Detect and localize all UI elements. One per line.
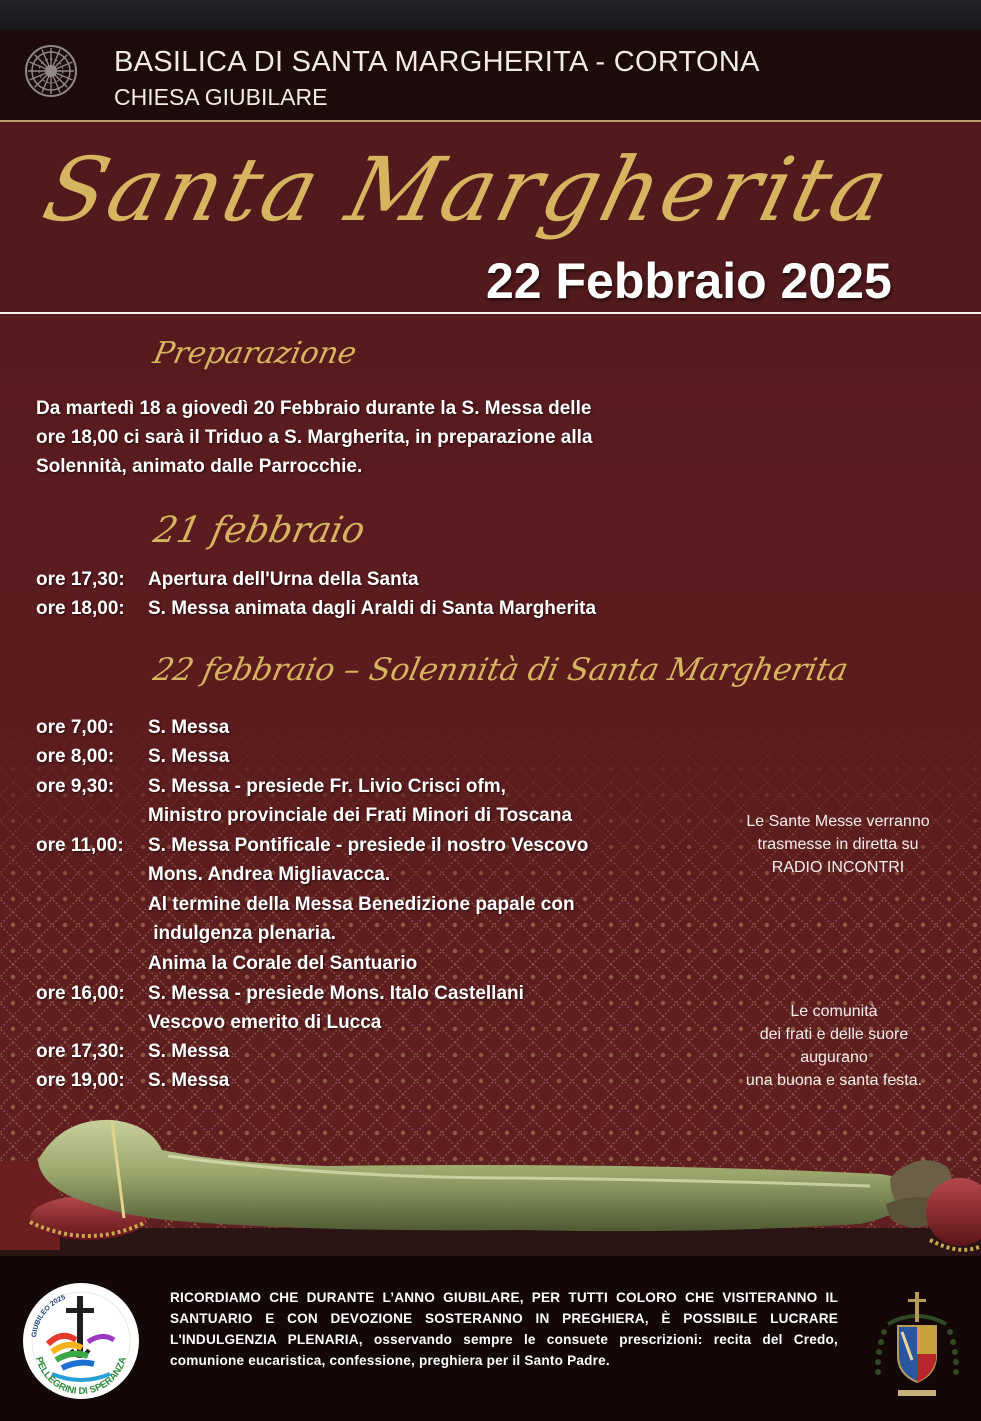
schedule-time: ore 16,00: <box>36 983 125 1004</box>
jubilee-top-text: GIUBILEO 2025 <box>31 1294 67 1338</box>
schedule-time: ore 17,30: <box>36 1041 125 1062</box>
radio-note <box>722 810 954 879</box>
schedule-text: S. Messa - presiede Mons. Italo Castellani <box>148 983 524 1004</box>
greeting-line: Le comunità <box>790 1003 878 1020</box>
basilica-title: BASILICA DI SANTA MARGHERITA - CORTONA <box>114 46 760 78</box>
schedule-text: Al termine della Messa Benedizione papale con <box>148 894 575 915</box>
preparation-line: Solennità, animato dalle Parrocchie. <box>36 456 363 477</box>
main-script-title: Santa Margherita <box>34 138 901 241</box>
schedule-text: Vescovo emerito di Lucca <box>148 1012 382 1033</box>
schedule-text: Ministro provinciale dei Frati Minori di Toscana <box>148 805 573 826</box>
radio-note-line: RADIO INCONTRI <box>771 859 905 876</box>
greeting-note <box>718 1000 950 1092</box>
schedule-time: ore 19,00: <box>36 1070 125 1091</box>
schedule-text: S. Messa <box>148 1070 230 1091</box>
saint-body-image <box>0 1100 981 1256</box>
jubilee-logo <box>22 1282 140 1400</box>
schedule-time: ore 11,00: <box>36 835 124 856</box>
indulgence-notice: RICORDIAMO CHE DURANTE L’ANNO GIUBILARE, PER TUTTI COLORO CHE VISITERANNO IL SANTUARIO E CON DEVOZIONE SOSTERANNO IN PREGHIERA, È POSSIBILE LUCRARE L'INDULGENZIA PLENARIA, osservando sempre le consuete prescrizioni: recita del Credo, comunione eucaristica, confessione, preghiera per il Santo Padre. <box>170 1290 838 1368</box>
schedule-text: indulgenza plenaria. <box>148 923 336 944</box>
day22-heading: 22 febbraio – Solennità di Santa Margherita <box>150 652 852 688</box>
basilica-subtitle: CHIESA GIUBILARE <box>114 84 328 110</box>
schedule-text: Apertura dell'Urna della Santa <box>148 569 419 590</box>
schedule-text: S. Messa - presiede Fr. Livio Crisci ofm, <box>148 776 506 797</box>
schedule-time: ore 7,00: <box>36 717 115 738</box>
preparation-line: ore 18,00 ci sarà il Triduo a S. Margherita, in preparazione alla <box>36 427 593 448</box>
schedule-text: S. Messa <box>148 746 230 767</box>
schedule-time: ore 8,00: <box>36 746 115 767</box>
jubilee-bottom-text: PELLEGRINI DI SPERANZA <box>33 1355 129 1398</box>
schedule-time: ore 9,30: <box>36 776 115 797</box>
bishop-coat-of-arms <box>874 1282 960 1402</box>
schedule-text: S. Messa animata dagli Araldi di Santa Margherita <box>148 598 597 619</box>
greeting-line: una buona e santa festa. <box>745 1072 923 1089</box>
rose-window-icon <box>24 44 78 98</box>
preparation-line: Da martedì 18 a giovedì 20 Febbraio durante la S. Messa delle <box>36 398 592 419</box>
schedule-time: ore 18,00: <box>36 598 125 619</box>
top-strip <box>0 0 981 30</box>
schedule-text: Anima la Corale del Santuario <box>148 953 418 974</box>
radio-note-line: Le Sante Messe verranno <box>746 813 930 830</box>
schedule-text: S. Messa <box>148 717 230 738</box>
event-date: 22 Febbraio 2025 <box>486 253 892 309</box>
greeting-line: augurano <box>800 1049 868 1066</box>
schedule-text: S. Messa <box>148 1041 230 1062</box>
preparation-text <box>36 394 616 481</box>
day21-heading: 21 febbraio <box>150 510 369 551</box>
schedule-text: S. Messa Pontificale - presiede il nostro Vescovo <box>148 835 589 856</box>
preparation-heading: Preparazione <box>150 336 360 371</box>
greeting-line: dei frati e delle suore <box>759 1026 909 1043</box>
schedule-time: ore 17,30: <box>36 569 125 590</box>
radio-note-line: trasmesse in diretta su <box>757 836 919 853</box>
schedule-text: Mons. Andrea Migliavacca. <box>148 864 391 885</box>
